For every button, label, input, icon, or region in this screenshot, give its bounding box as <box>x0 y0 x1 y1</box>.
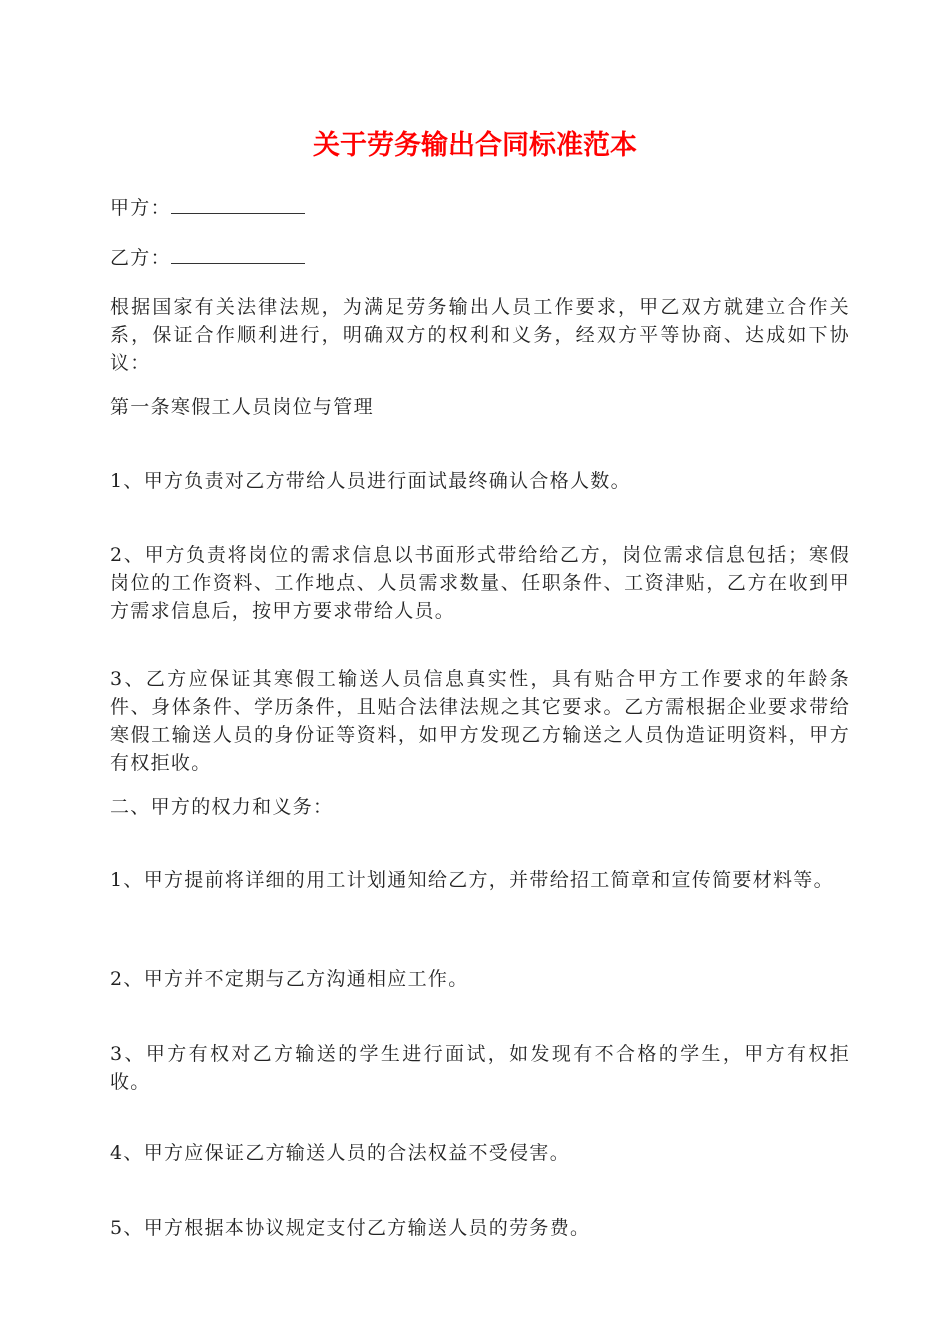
section1-item-3: 3、乙方应保证其寒假工输送人员信息真实性，具有贴合甲方工作要求的年龄条件、身体条件、学历条件，且贴合法律法规之其它要求。乙方需根据企业要求带给寒假工输送人员的身份证等资料，如甲方发现乙方输送之人员伪造证明资料，甲方有权拒收。 <box>110 668 850 774</box>
section1-heading: 第一条寒假工人员岗位与管理 <box>110 396 374 418</box>
party-a-line <box>110 194 850 222</box>
party-b-label: 乙方： <box>110 247 171 269</box>
section1-item-2: 2、甲方负责将岗位的需求信息以书面形式带给给乙方，岗位需求信息包括；寒假岗位的工作资料、工作地点、人员需求数量、任职条件、工资津贴，乙方在收到甲方需求信息后，按甲方要求带给人员。 <box>110 544 850 622</box>
section2-item-3: 3、甲方有权对乙方输送的学生进行面试，如发现有不合格的学生，甲方有权拒收。 <box>110 1043 850 1093</box>
section1-item-1: 1、甲方负责对乙方带给人员进行面试最终确认合格人数。 <box>110 470 631 492</box>
document-title: 关于劳务输出合同标准范本 <box>313 130 637 161</box>
party-b-blank <box>171 245 305 264</box>
section2-item-4: 4、甲方应保证乙方输送人员的合法权益不受侵害。 <box>110 1142 570 1164</box>
section2-item-1: 1、甲方提前将详细的用工计划通知给乙方，并带给招工简章和宣传简要材料等。 <box>110 869 834 891</box>
section2-item-2: 2、甲方并不定期与乙方沟通相应工作。 <box>110 968 469 990</box>
section2-heading: 二、甲方的权力和义务： <box>110 796 334 818</box>
section2-item-5: 5、甲方根据本协议规定支付乙方输送人员的劳务费。 <box>110 1217 591 1239</box>
party-b-line <box>110 244 850 272</box>
party-a-label: 甲方： <box>110 197 171 219</box>
intro-paragraph: 根据国家有关法律法规，为满足劳务输出人员工作要求，甲乙双方就建立合作关系，保证合作顺利进行，明确双方的权利和义务，经双方平等协商、达成如下协议： <box>110 296 850 374</box>
party-a-blank <box>171 195 305 214</box>
